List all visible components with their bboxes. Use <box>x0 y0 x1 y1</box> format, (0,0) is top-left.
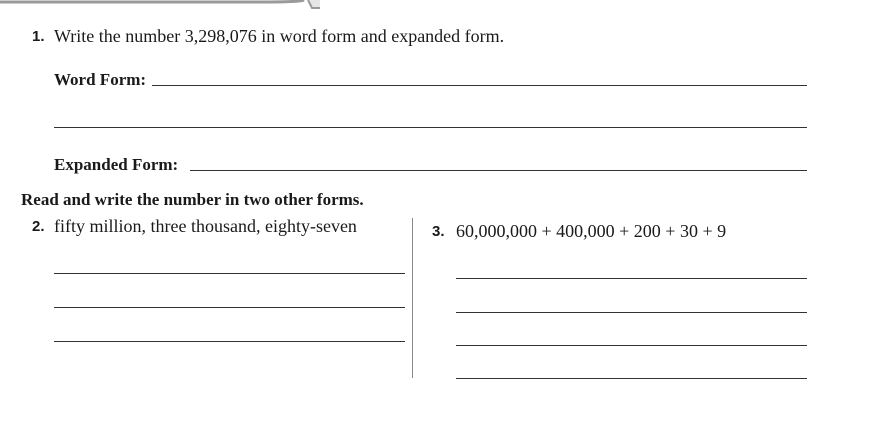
question-3-prompt: 60,000,000 + 400,000 + 200 + 30 + 9 <box>456 221 727 241</box>
expanded-form-label: Expanded Form: <box>54 155 179 174</box>
question-2-number: 2. <box>32 218 45 235</box>
word-form-label: Word Form: <box>54 70 147 89</box>
header-decoration <box>0 0 320 10</box>
column-divider <box>412 218 413 378</box>
question-3-number: 3. <box>432 223 445 240</box>
expanded-form-answer-line[interactable] <box>190 170 807 171</box>
word-form-answer-line-2[interactable] <box>54 127 807 128</box>
question-2-answer-line-1[interactable] <box>54 273 405 274</box>
question-1-number: 1. <box>32 28 45 45</box>
word-form-answer-line-1[interactable] <box>152 85 807 86</box>
question-3-answer-line-3[interactable] <box>456 345 807 346</box>
question-2-answer-line-2[interactable] <box>54 307 405 308</box>
section-instruction: Read and write the number in two other forms. <box>21 190 364 209</box>
question-2-prompt: fifty million, three thousand, eighty-seven <box>54 216 357 236</box>
question-3-answer-line-2[interactable] <box>456 312 807 313</box>
question-2-answer-line-3[interactable] <box>54 341 405 342</box>
question-1-prompt: Write the number 3,298,076 in word form and expanded form. <box>54 26 505 46</box>
question-3-answer-line-1[interactable] <box>456 278 807 279</box>
question-3-answer-line-4[interactable] <box>456 378 807 379</box>
